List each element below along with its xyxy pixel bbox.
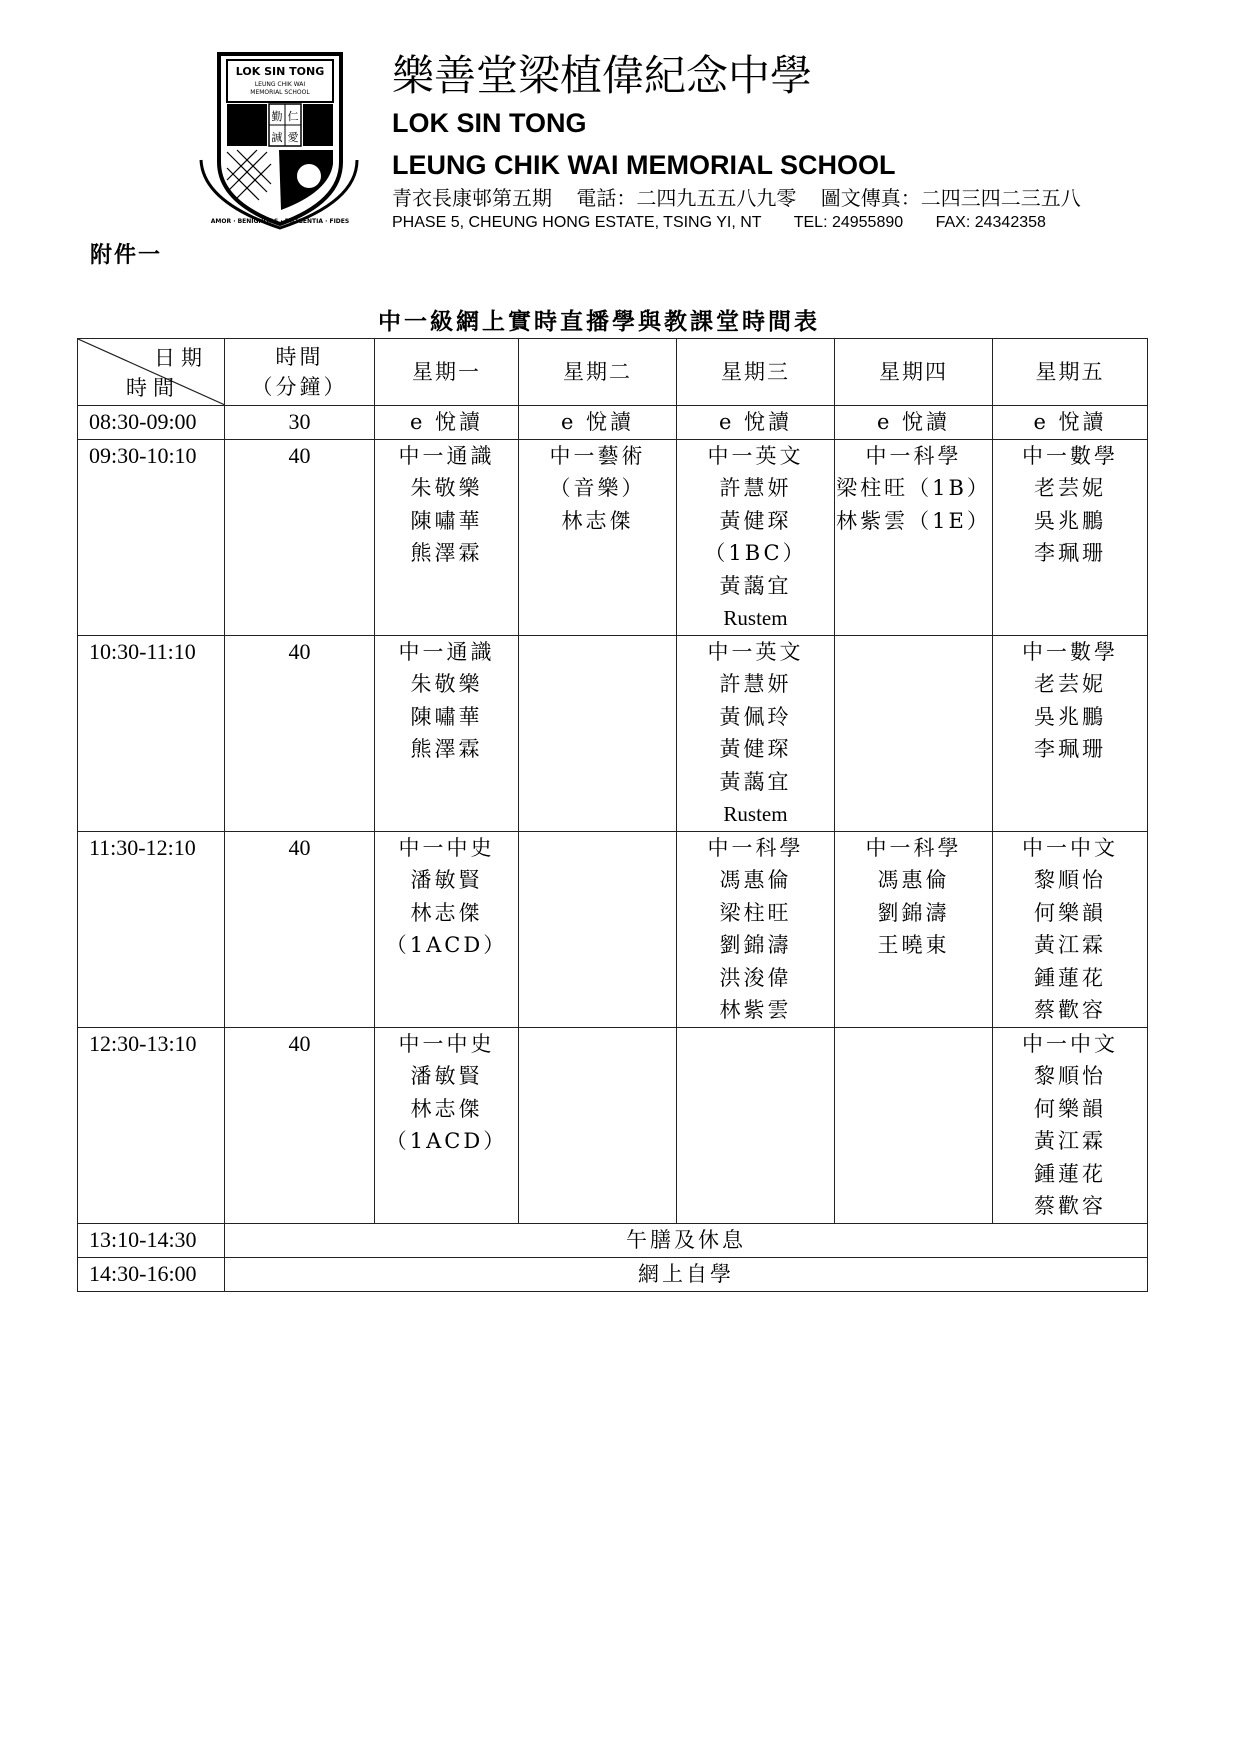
cell-text-line: 梁柱旺 [719,900,792,925]
school-name-en-1: LOK SIN TONG [392,108,587,138]
fax-en: FAX: 24342358 [935,214,1046,231]
class-cell-tue [519,1027,677,1223]
day-header-wed: 星期三 [677,339,835,406]
time-cell: 08:30-09:00 [78,406,225,440]
cell-text-line: 何樂韻 [1034,1096,1106,1121]
cell-text-line: 林紫雲（1E） [836,508,991,533]
cell-text-line: 潘敏賢 [410,868,483,892]
cell-text-line: 中一英文 [707,639,804,664]
cell-text-line: 吳兆鵬 [1034,704,1106,729]
logo-text-1: LOK SIN TONG [235,65,325,78]
minutes-cell: 40 [225,831,375,1027]
day-header-tue: 星期二 [519,339,677,406]
cell-text-line: 鍾蓮花 [1034,1161,1106,1186]
cell-text-line: 劉錦濤 [719,933,792,957]
merged-activity-cell: 午膳及休息 [225,1223,1148,1257]
cell-text-line: 中一藝術 [549,443,646,468]
cell-text-line: e 悅讀 [409,410,484,434]
class-cell-fri [993,831,1148,1027]
minutes-cell: 40 [225,1027,375,1223]
time-cell: 13:10-14:30 [78,1223,225,1257]
cell-text-line: 中一中史 [398,835,495,860]
table-row [78,1027,1148,1223]
cell-text-line: e 悅讀 [876,410,951,434]
time-cell: 12:30-13:10 [78,1027,225,1223]
cell-text-line: 黃健琛 [719,508,792,533]
class-cell-mon [375,831,519,1027]
logo-ring-text: AMOR · BENIGNITAS · DILIGENTIA · FIDES [210,218,350,225]
annex-label: 附件一 [90,243,163,268]
cell-text-line: 熊澤霖 [410,737,483,761]
cell-text-line: 蔡歡容 [1034,998,1106,1022]
table-row [78,831,1148,1027]
cell-text-line: 何樂韻 [1034,900,1106,925]
day-header-fri: 星期五 [993,339,1148,406]
cell-text-line: 老芸妮 [1034,672,1106,696]
minutes-cell: 40 [225,635,375,831]
cell-text-line: 中一中文 [1022,835,1118,860]
duration-header [225,339,375,406]
class-cell-wed [677,635,835,831]
logo-motto-2: 仁 [287,110,299,123]
time-cell: 10:30-11:10 [78,635,225,831]
class-cell-thu [835,831,993,1027]
cell-text-line: 蔡歡容 [1034,1194,1106,1218]
table-row [78,635,1148,831]
cell-text-line: 馮惠倫 [719,868,792,892]
cell-text-line: 劉錦濤 [877,900,950,925]
cell-text-line: 朱敬樂 [410,476,483,500]
cell-text-line: 李珮珊 [1034,737,1106,761]
table-row [78,439,1148,635]
class-cell-tue [519,831,677,1027]
class-cell-mon [375,406,519,440]
address-cn: 青衣長康邨第五期 [392,186,552,210]
cell-text-line: 中一英文 [707,443,804,468]
class-cell-wed [677,1027,835,1223]
school-name-cn: 樂善堂梁植偉紀念中學 [392,51,813,100]
header-row [78,339,1148,406]
class-cell-fri [993,439,1148,635]
logo-motto-4: 愛 [287,131,299,144]
class-cell-mon [375,1027,519,1223]
cell-text-line: 黃健琛 [719,737,792,761]
cell-text-line: 林志傑 [561,508,634,533]
class-cell-wed [677,439,835,635]
cell-text-line: 陳嘯華 [410,508,483,533]
cell-text-line: （1ACD） [385,1129,508,1153]
class-cell-mon [375,439,519,635]
table-row-lunch [78,1223,1148,1257]
cell-text-line: 中一科學 [865,443,962,468]
cell-text-line: （音樂） [549,476,646,500]
merged-activity-cell: 網上自學 [225,1257,1148,1291]
logo-motto-1: 勤 [271,110,283,123]
cell-text-line: 李珮珊 [1034,541,1106,565]
cell-text-line: 黃江霖 [1034,933,1106,957]
cell-text-line: 陳嘯華 [410,704,483,729]
class-cell-fri [993,635,1148,831]
logo-text-2: LEUNG CHIK WAI [254,81,306,88]
class-cell-tue [519,439,677,635]
cell-text-line: 黎順怡 [1034,1064,1106,1088]
address-line-en [392,213,1046,233]
cell-text-line: Rustem [723,802,788,826]
class-cell-wed [677,831,835,1027]
cell-text-line: 吳兆鵬 [1034,508,1106,533]
time-cell: 09:30-10:10 [78,439,225,635]
cell-text-line: 林紫雲 [719,998,792,1022]
class-cell-thu [835,406,993,440]
cell-text-line: 中一數學 [1022,443,1118,468]
class-cell-mon [375,635,519,831]
class-cell-thu [835,1027,993,1223]
cell-text-line: 中一通識 [398,639,495,664]
cell-text-line: 黎順怡 [1034,868,1106,892]
cell-text-line: e 悅讀 [718,410,793,434]
cell-text-line: 中一科學 [865,835,962,860]
logo-motto-3: 誠 [271,131,283,144]
cell-text-line: 中一通識 [398,443,495,468]
class-cell-wed [677,406,835,440]
corner-date-label: 日期 [154,346,208,370]
cell-text-line: 許慧妍 [719,672,792,696]
cell-text-line: 王曉東 [877,933,950,957]
table-row-self-study [78,1257,1148,1291]
cell-text-line: 黃藹宜 [719,573,792,598]
fax-cn: 圖文傳真：二四三四二三五八 [820,186,1081,210]
logo-text-3: MEMORIAL SCHOOL [250,89,310,96]
duration-header-line1: 時間 [275,345,324,369]
address-line-cn [392,185,1081,211]
corner-header [78,339,225,406]
timetable [77,338,1148,1292]
time-cell: 11:30-12:10 [78,831,225,1027]
cell-text-line: 許慧妍 [719,476,792,500]
duration-header-line2: （分鐘） [251,375,348,399]
cell-text-line: 林志傑 [410,1096,483,1121]
cell-text-line: 中一科學 [707,835,804,860]
cell-text-line: 馮惠倫 [877,868,950,892]
cell-text-line: 中一中史 [398,1031,495,1056]
cell-text-line: 熊澤霖 [410,541,483,565]
cell-text-line: 洪浚偉 [719,965,792,990]
school-name-en-2: LEUNG CHIK WAI MEMORIAL SCHOOL [392,150,896,180]
cell-text-line: 中一中文 [1022,1031,1118,1056]
phone-cn: 電話：二四九五五八九零 [576,186,797,210]
cell-text-line: 黃江霖 [1034,1129,1106,1153]
cell-text-line: 梁柱旺（1B） [836,476,991,500]
minutes-cell: 40 [225,439,375,635]
cell-text-line: e 悅讀 [560,410,635,434]
cell-text-line: 鍾蓮花 [1034,965,1106,990]
class-cell-fri [993,1027,1148,1223]
day-header-mon: 星期一 [375,339,519,406]
cell-text-line: 林志傑 [410,900,483,925]
class-cell-fri [993,406,1148,440]
class-cell-tue [519,406,677,440]
day-header-thu: 星期四 [835,339,993,406]
minutes-cell: 30 [225,406,375,440]
address-en: PHASE 5, CHEUNG HONG ESTATE, TSING YI, NT [392,214,762,231]
table-row [78,406,1148,440]
cell-text-line: 中一數學 [1022,639,1118,664]
phone-en: TEL: 24955890 [793,214,904,231]
cell-text-line: （1BC） [704,541,807,565]
corner-time-label: 時間 [126,376,180,400]
class-cell-thu [835,439,993,635]
class-cell-thu [835,635,993,831]
school-logo [199,52,359,230]
cell-text-line: 潘敏賢 [410,1064,483,1088]
cell-text-line: e 悅讀 [1033,410,1107,434]
cell-text-line: （1ACD） [385,933,508,957]
cell-text-line: Rustem [723,606,788,630]
cell-text-line: 老芸妮 [1034,476,1106,500]
cell-text-line: 黃佩玲 [719,704,792,729]
time-cell: 14:30-16:00 [78,1257,225,1291]
page-title: 中一級網上實時直播學與教課堂時間表 [378,308,820,335]
class-cell-tue [519,635,677,831]
cell-text-line: 黃藹宜 [719,769,792,794]
cell-text-line: 朱敬樂 [410,672,483,696]
